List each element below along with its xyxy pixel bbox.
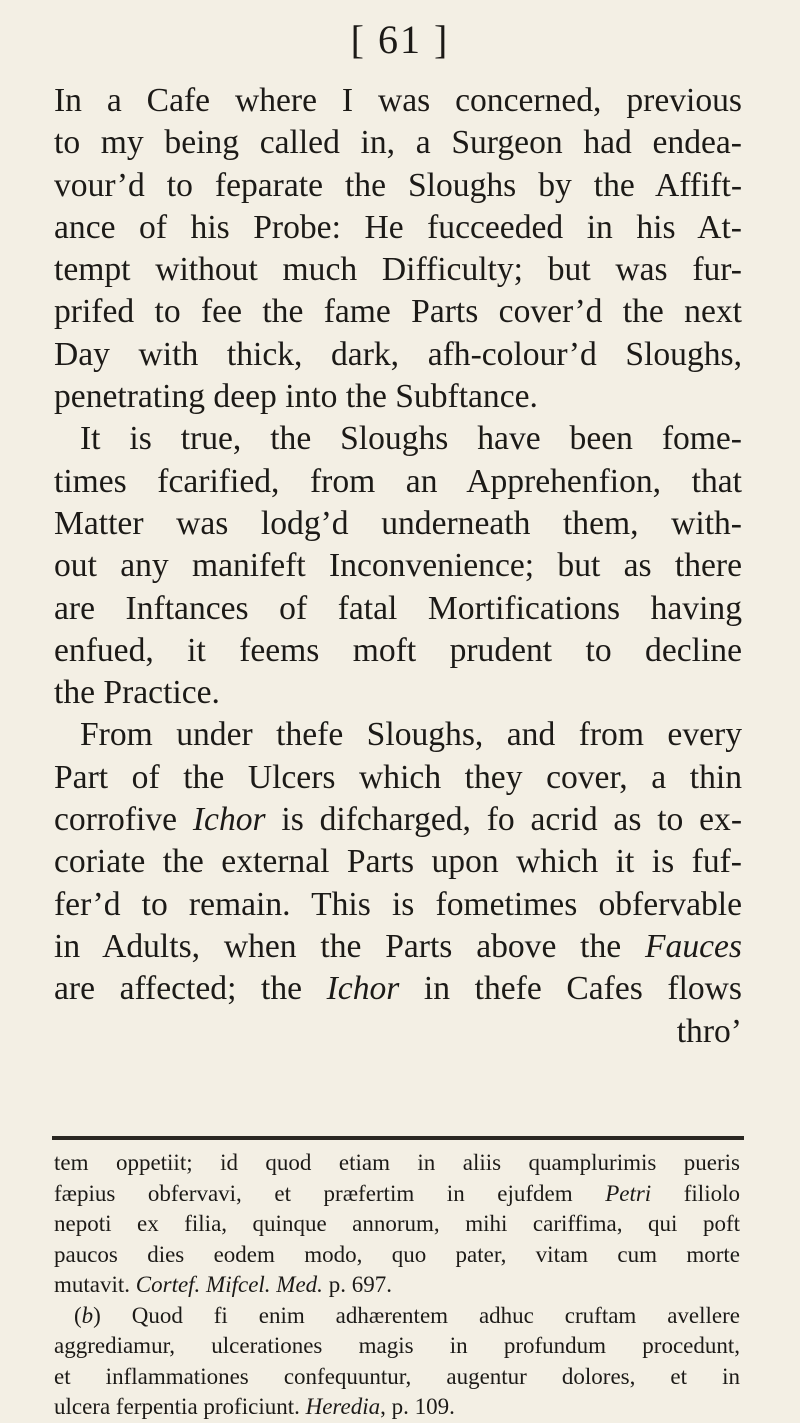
text-line: tempt without much Difficulty; but was fur- — [54, 251, 742, 289]
footnote-line: (b) Quod fi enim adhærentem adhuc cruftam avellere — [74, 1302, 740, 1328]
footnote-line: nepoti ex filia, quinque annorum, mihi cariffima, qui poft — [54, 1211, 740, 1236]
catchword: thro’ — [676, 1012, 742, 1050]
text-line: Day with thick, dark, afh-colour’d Sloughs, — [54, 335, 742, 373]
text-line: are Inftances of fatal Mortifications having — [54, 589, 742, 627]
text-line: Part of the Ulcers which they cover, a thin — [54, 758, 742, 796]
text-line: prifed to fee the fame Parts cover’d the next — [54, 293, 742, 331]
text-line: It is true, the Sloughs have been fome- — [80, 420, 742, 458]
footnote-line: mutavit. Cortef. Mifcel. Med. p. 697. — [54, 1272, 392, 1297]
footnote-line: fæpius obfervavi, et præfertim in ejufdem Petri filiolo — [54, 1180, 740, 1206]
footnote-line: ulcera ferpentia proficiunt. Heredia, p. 109. — [54, 1394, 455, 1419]
text-line: corrofive Ichor is difcharged, fo acrid as to ex- — [54, 801, 742, 839]
text-line: fer’d to remain. This is fometimes obfervable — [54, 885, 742, 923]
page-number: [ 61 ] — [350, 17, 450, 62]
footnotes — [54, 1148, 740, 1423]
footnote-line: aggrediamur, ulcerationes magis in profundum procedunt, — [54, 1333, 740, 1358]
text-line: From under thefe Sloughs, and from every — [80, 716, 742, 754]
text-line: enfued, it feems moft prudent to decline — [54, 631, 742, 669]
text-line: out any manifeft Inconvenience; but as there — [54, 547, 742, 585]
text-line: in Adults, when the Parts above the Fauces — [54, 927, 742, 965]
text-line: the Practice. — [54, 674, 220, 712]
footnote-line: paucos dies eodem modo, quo pater, vitam cum morte — [54, 1241, 740, 1267]
text-line: vour’d to feparate the Sloughs by the Affift- — [54, 166, 742, 204]
footnote-line: et inflammationes confequuntur, augentur dolores, et in — [54, 1363, 740, 1389]
text-line: to my being called in, a Surgeon had endea- — [54, 124, 742, 162]
text-line: ance of his Probe: He fucceeded in his At- — [54, 208, 742, 246]
text-line: coriate the external Parts upon which it is fuf- — [54, 843, 742, 881]
text-line: Matter was lodg’d underneath them, with- — [54, 504, 742, 542]
main-text — [54, 80, 742, 1053]
footnote-divider — [52, 1136, 744, 1140]
text-line: penetrating deep into the Subftance. — [54, 378, 538, 416]
text-line: times fcarified, from an Apprehenfion, that — [54, 462, 742, 500]
text-line: In a Cafe where I was concerned, previous — [54, 82, 742, 119]
text-line: are affected; the Ichor in thefe Cafes flows — [54, 970, 743, 1008]
footnote-line: tem oppetiit; id quod etiam in aliis quamplurimis pueris — [54, 1150, 740, 1175]
